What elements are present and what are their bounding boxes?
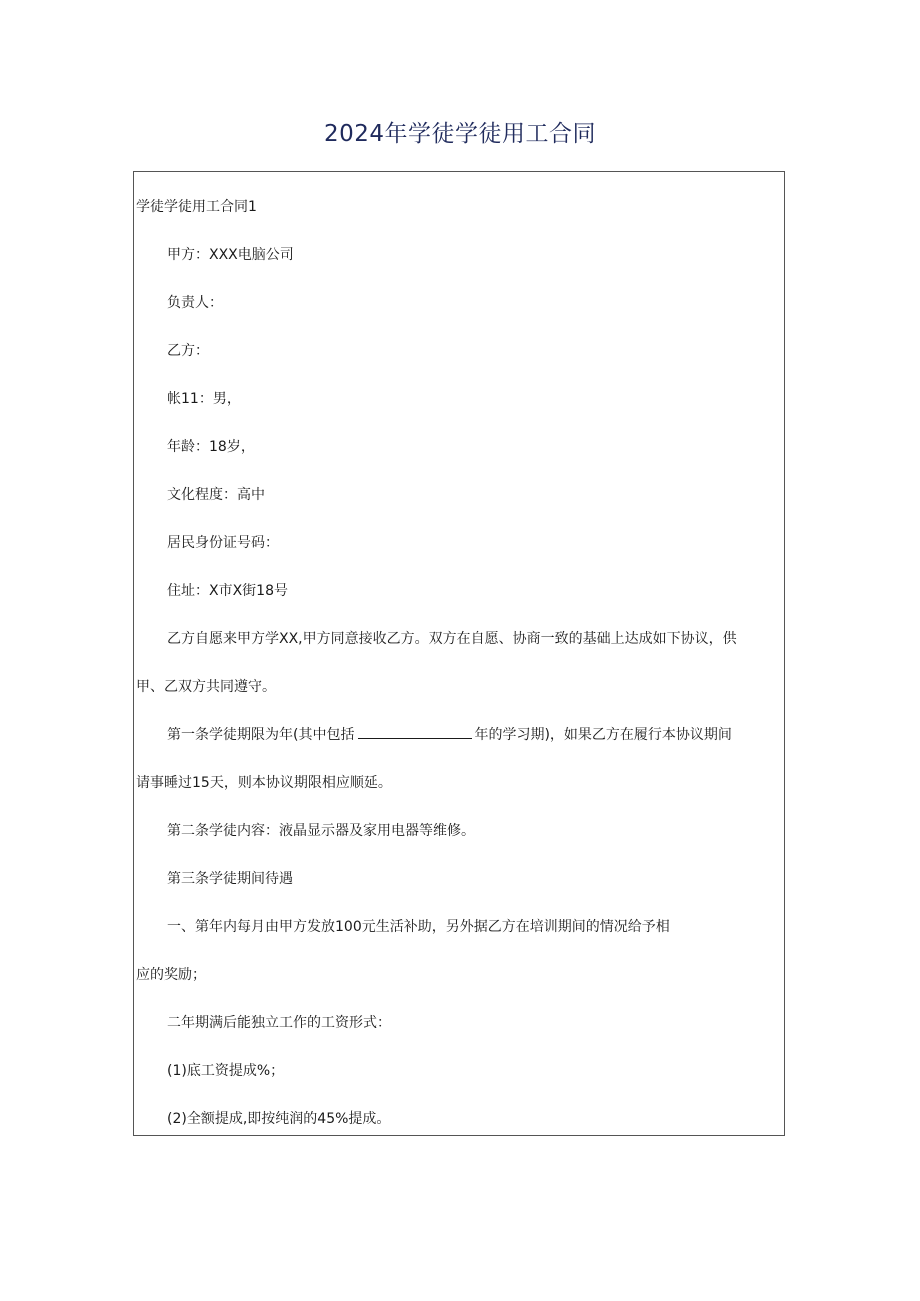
- article-3-item-2-line: 二年期满后能独立工作的工资形式：: [167, 1015, 391, 1031]
- address-line: 住址：X市X街18号: [167, 583, 288, 599]
- id-number-line: 居民身份证号码：: [167, 535, 279, 551]
- article-3-item-2b-line: (2)全额提成,即按纯润的45%提成。: [167, 1111, 391, 1127]
- article-3-item-2a-line: (1)底工资提成%；: [167, 1063, 285, 1079]
- contract-heading: 学徒学徒用工合同1: [136, 199, 257, 215]
- party-b-line: 乙方：: [167, 343, 209, 359]
- intro-paragraph-line-1: 乙方自愿来甲方学XX,甲方同意接收乙方。双方在自愿、协商一致的基础上达成如下协议，供: [167, 631, 737, 647]
- person-in-charge-line: 负责人：: [167, 295, 223, 311]
- gender-line: 帐11：男，: [167, 391, 241, 407]
- article-1-line-2: 请事睡过15天，则本协议期限相应顺延。: [136, 775, 392, 791]
- fill-in-blank: [358, 725, 472, 739]
- party-a-line: 甲方：XXX电脑公司: [167, 247, 294, 263]
- article-3-heading: 第三条学徒期间待遇: [167, 871, 293, 887]
- article-1-line-1: [167, 725, 732, 745]
- intro-paragraph-line-2: 甲、乙双方共同遵守。: [136, 679, 276, 695]
- article-1-text-before-blank: 第一条学徒期限为年(其中包括: [167, 727, 355, 743]
- document-title: 2024年学徒学徒用工合同: [323, 121, 597, 147]
- contract-body: [133, 171, 785, 1136]
- education-line: 文化程度：高中: [167, 487, 265, 503]
- article-3-item-1-line-1: 一、第年内每月由甲方发放100元生活补助，另外据乙方在培训期间的情况给予相: [167, 919, 670, 935]
- article-3-item-1-line-2: 应的奖励；: [136, 967, 206, 983]
- age-line: 年龄：18岁，: [167, 439, 255, 455]
- article-2-line: 第二条学徒内容：液晶显示器及家用电器等维修。: [167, 823, 475, 839]
- article-1-text-after-blank: 年的学习期)，如果乙方在履行本协议期间: [474, 727, 732, 743]
